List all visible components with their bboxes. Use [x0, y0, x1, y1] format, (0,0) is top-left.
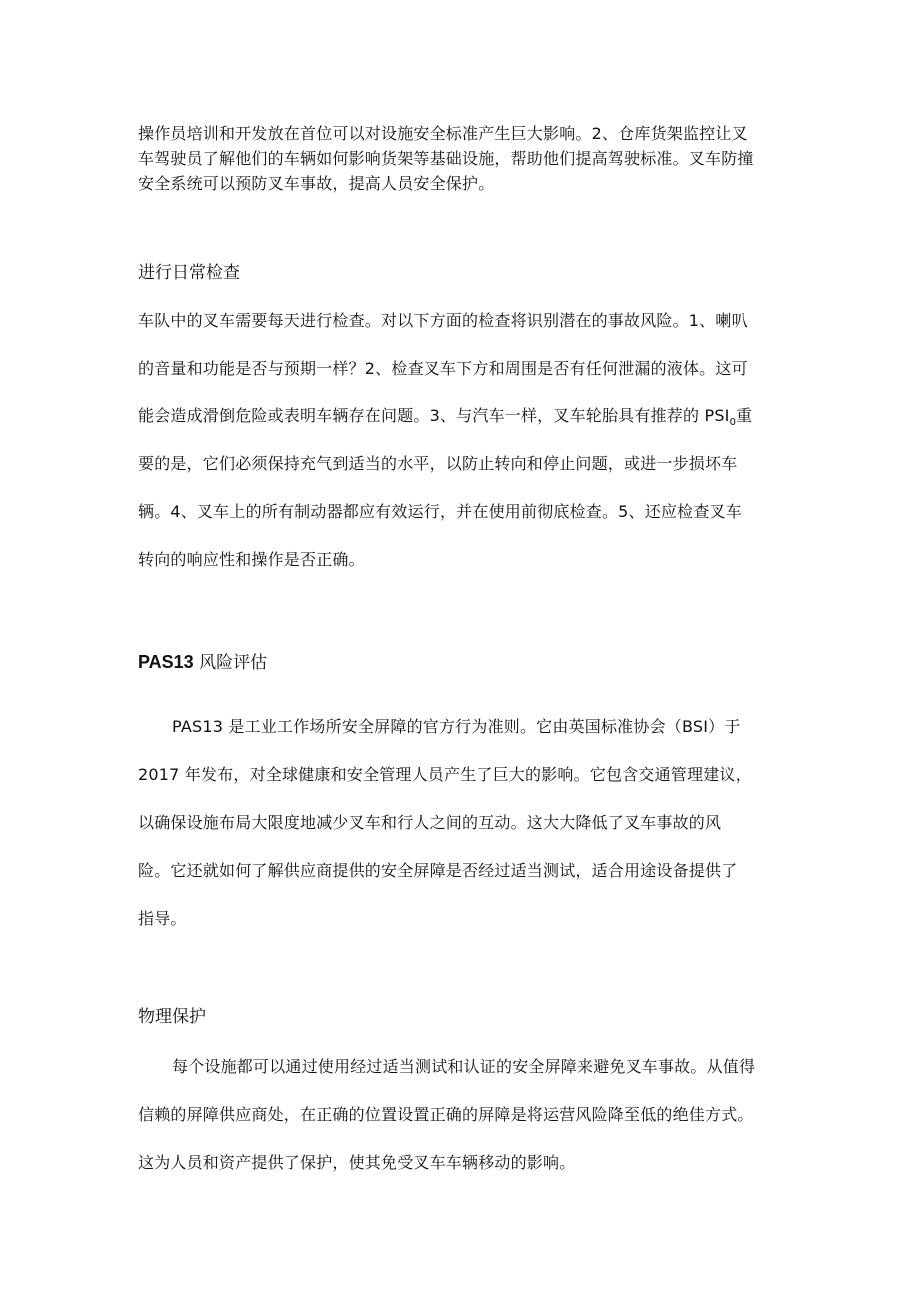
daily-check-line-5: 辆。4、叉车上的所有制动器都应有效运行，并在使用前彻底检查。5、还应检查叉车	[138, 502, 742, 521]
intro-line-1: 操作员培训和开发放在首位可以对设施安全标准产生巨大影响。2、仓库货架监控让叉	[138, 124, 748, 143]
physical-line-2: 信赖的屏障供应商处，在正确的位置设置正确的屏障是将运营风险降至低的绝佳方式。	[138, 1105, 754, 1124]
daily-check-line-3-text: 能会造成滑倒危险或表明车辆存在问题。3、与汽车一样，叉车轮胎具有推荐的 PSI	[138, 406, 730, 425]
daily-check-line-6: 转向的响应性和操作是否正确。	[138, 550, 365, 569]
psi-subscript: 0	[729, 417, 737, 429]
pas13-heading	[138, 648, 267, 673]
pas13-line-1: PAS13 是工业工作场所安全屏障的官方行为准则。它由英国标准协会（BSI）于	[172, 717, 741, 736]
intro-line-3: 安全系统可以预防叉车事故，提高人员安全保护。	[138, 174, 495, 193]
pas13-line-5: 指导。	[138, 909, 187, 928]
pas13-line-4: 险。它还就如何了解供应商提供的安全屏障是否经过适当测试，适合用途设备提供了	[138, 861, 738, 880]
pas13-line-2: 2017 年发布，对全球健康和安全管理人员产生了巨大的影响。它包含交通管理建议，	[138, 765, 752, 784]
daily-check-line-4: 要的是，它们必须保持充气到适当的水平，以防止转向和停止问题，或进一步损坏车	[138, 454, 738, 473]
physical-line-3: 这为人员和资产提供了保护，使其免受叉车车辆移动的影响。	[138, 1153, 576, 1172]
pas13-line-3: 以确保设施布局大限度地减少叉车和行人之间的互动。这大大降低了叉车事故的风	[138, 813, 722, 832]
psi-tail: 重	[736, 406, 753, 425]
daily-check-heading: 进行日常检查	[138, 263, 240, 283]
daily-check-line-3	[138, 403, 752, 428]
physical-heading: 物理保护	[138, 1007, 206, 1027]
daily-check-line-1: 车队中的叉车需要每天进行检查。对以下方面的检查将识别潜在的事故风险。1、喇叭	[138, 311, 748, 330]
pas13-heading-code: PAS13	[138, 652, 194, 672]
daily-check-line-2: 的音量和功能是否与预期一样？2、检查叉车下方和周围是否有任何泄漏的液体。这可	[138, 359, 748, 378]
physical-line-1: 每个设施都可以通过使用经过适当测试和认证的安全屏障来避免叉车事故。从值得	[172, 1057, 756, 1076]
intro-line-2: 车驾驶员了解他们的车辆如何影响货架等基础设施，帮助他们提高驾驶标准。叉车防撞	[138, 149, 754, 168]
pas13-heading-text: 风险评估	[193, 653, 268, 673]
